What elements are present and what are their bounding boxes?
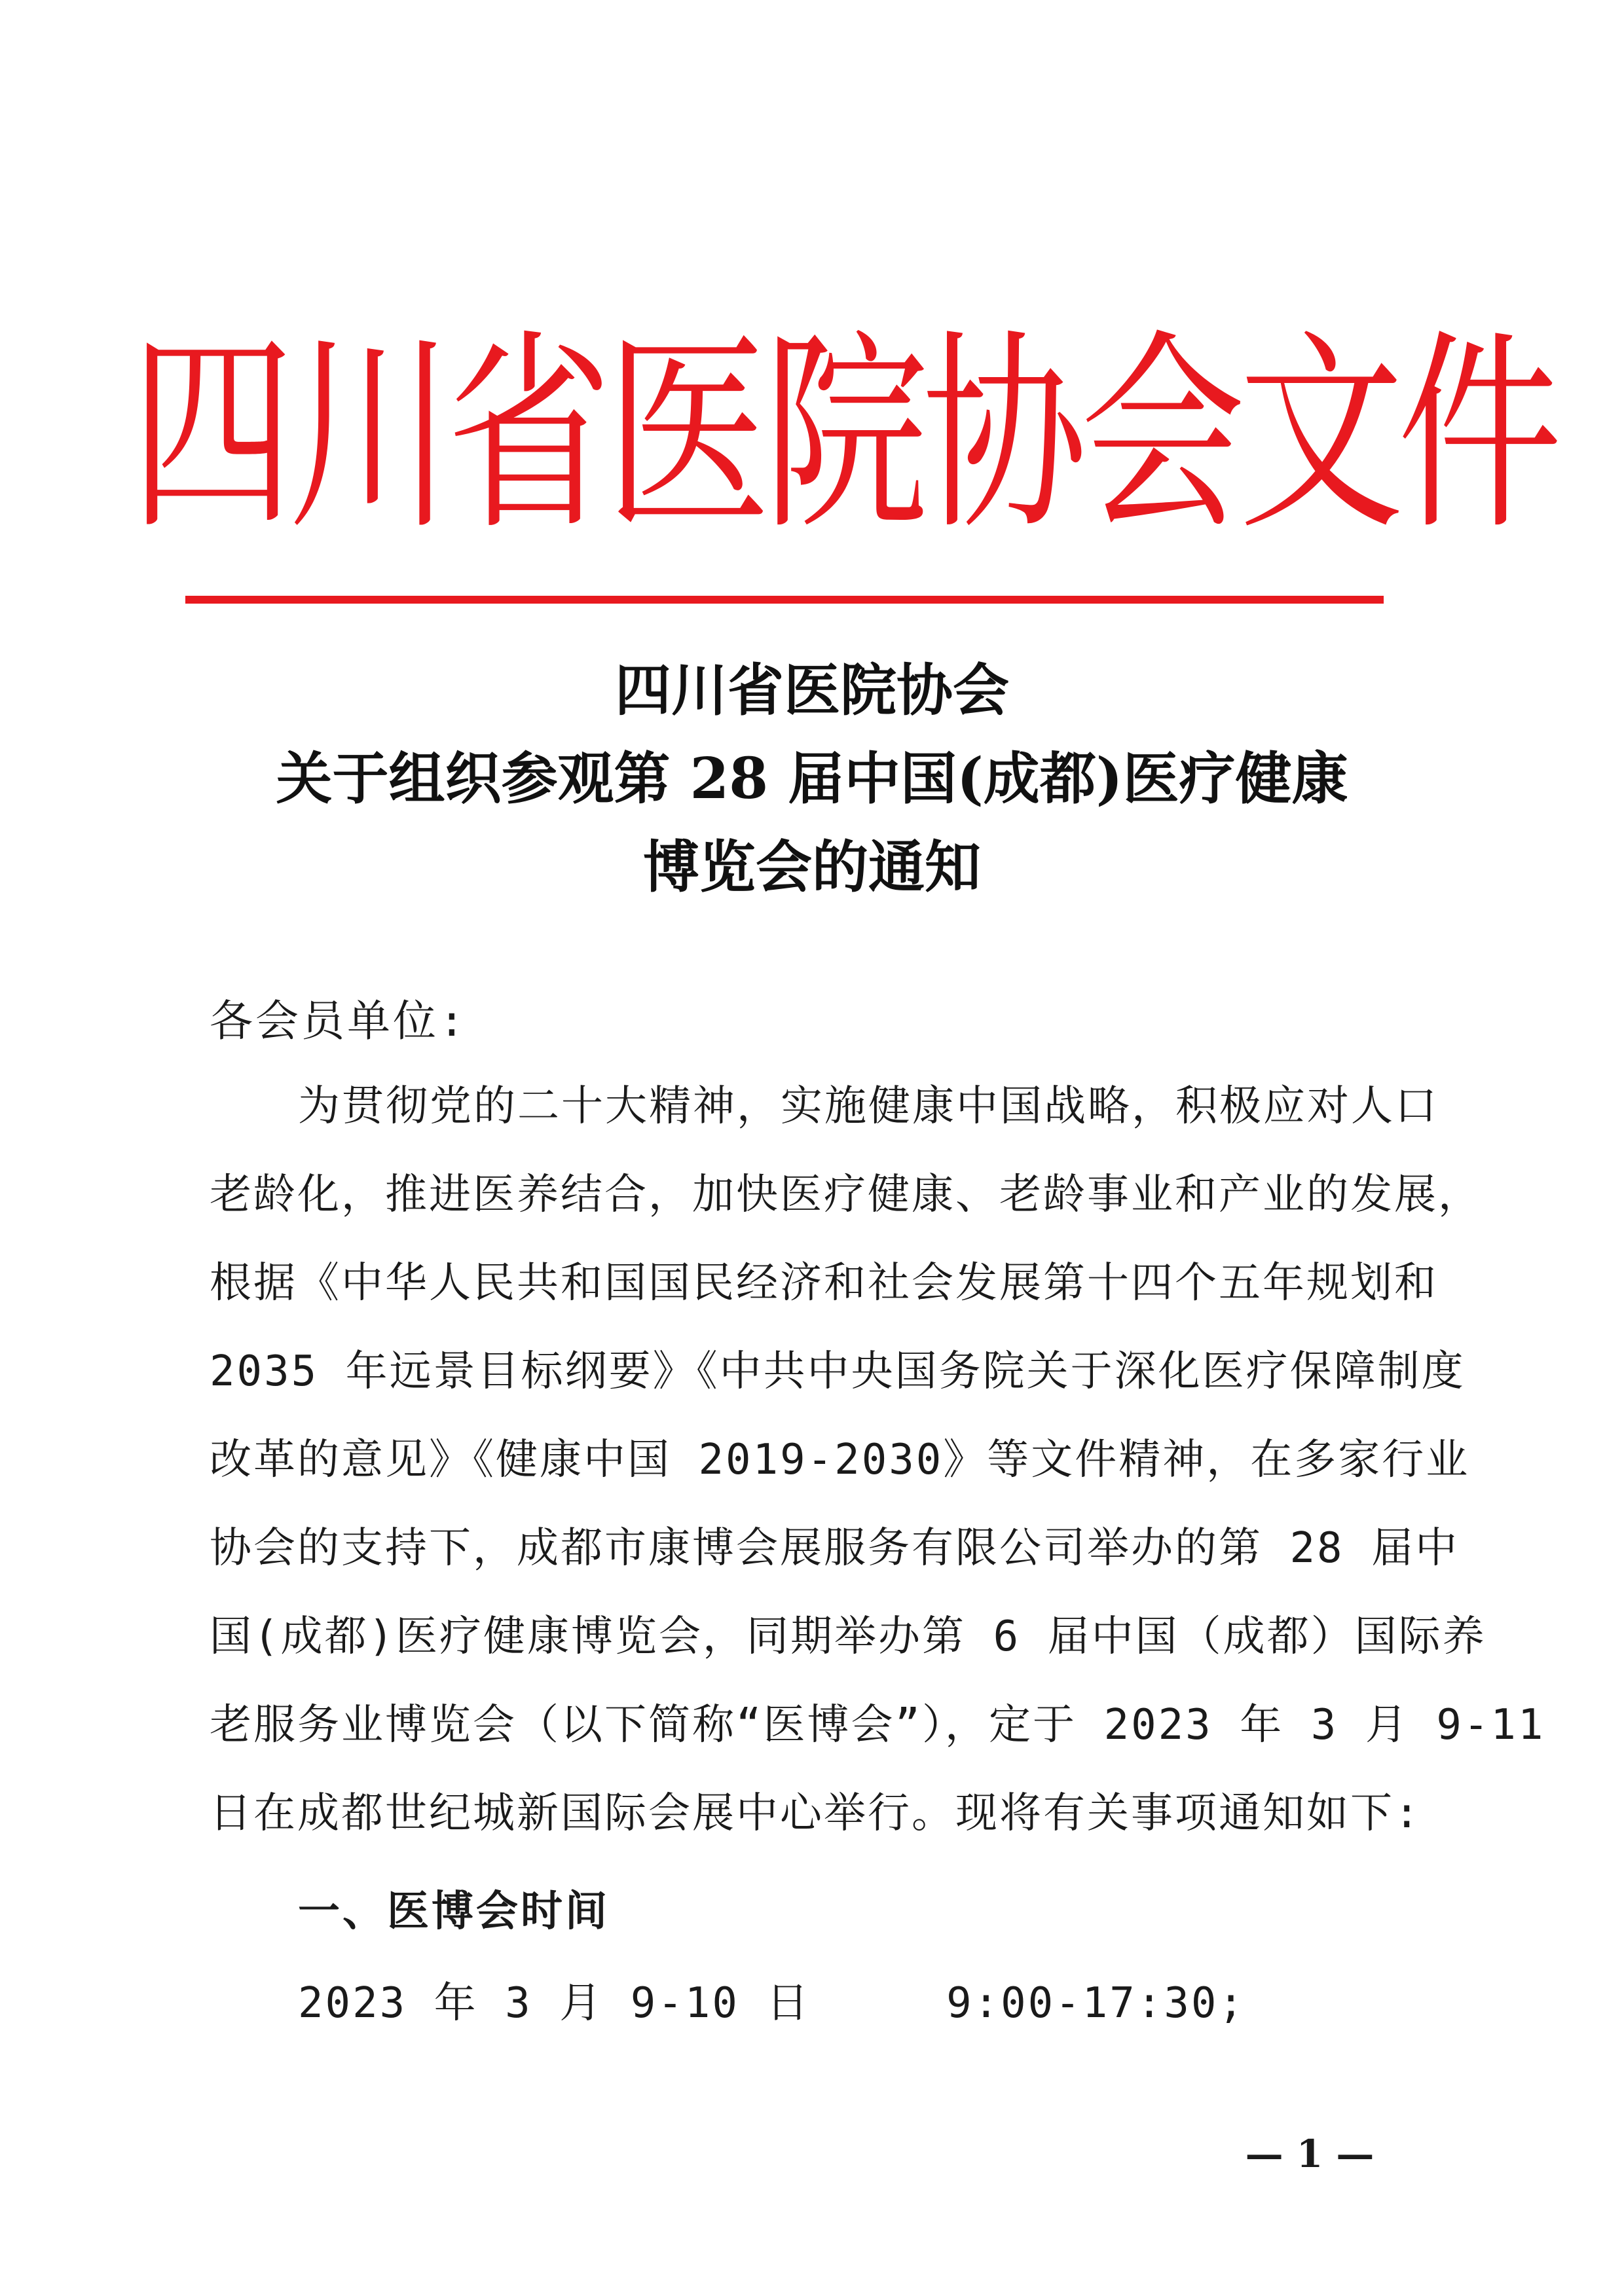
section-heading-exhibition-time: 一、医博会时间 (298, 1887, 610, 1936)
body-line-5: 改革的意见》《健康中国 2019-2030》等文件精神，在多家行业 (210, 1436, 1470, 1484)
notice-title-line-1: 四川省医院协会 (615, 657, 1009, 723)
masthead-title: 四川省医院协会文件 (130, 312, 1556, 558)
exhibition-time-value: 2023 年 3 月 9-10 日 9:00-17:30; (298, 1979, 1246, 2028)
body-line-8: 老服务业博览会（以下简称“医博会”），定于 2023 年 3 月 9-11 (210, 1701, 1545, 1749)
body-line-6: 协会的支持下，成都市康博会展服务有限公司举办的第 28 届中 (210, 1524, 1460, 1573)
notice-title-line-2: 关于组织参观第 28 届中国(成都)医疗健康 (276, 746, 1348, 812)
salutation: 各会员单位: (210, 996, 468, 1046)
notice-title-line-3: 博览会的通知 (643, 834, 981, 900)
body-line-1: 为贯彻党的二十大精神，实施健康中国战略，积极应对人口 (298, 1082, 1439, 1131)
body-line-4: 2035 年远景目标纲要》《中共中央国务院关于深化医疗保障制度 (210, 1347, 1466, 1396)
red-divider-line (185, 596, 1384, 604)
body-line-7: 国(成都)医疗健康博览会，同期举办第 6 届中国（成都）国际养 (210, 1613, 1486, 1661)
body-line-9: 日在成都世纪城新国际会展中心举行。现将有关事项通知如下: (210, 1789, 1422, 1838)
body-line-2: 老龄化，推进医养结合，加快医疗健康、老龄事业和产业的发展， (210, 1171, 1482, 1219)
body-line-3: 根据《中华人民共和国国民经济和社会发展第十四个五年规划和 (210, 1259, 1438, 1307)
page-number: — 1 — (1245, 2132, 1375, 2176)
